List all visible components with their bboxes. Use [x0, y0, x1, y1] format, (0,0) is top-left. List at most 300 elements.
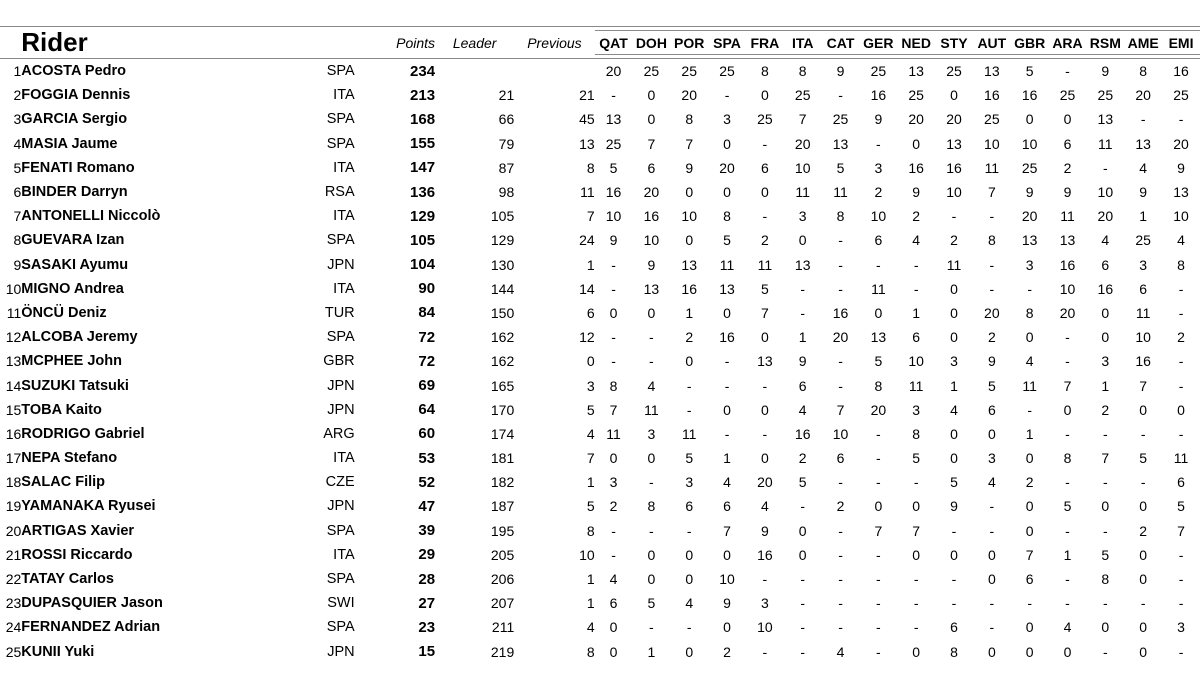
- gap-to-leader: 211: [491, 619, 515, 636]
- race-result-gbr: 0: [1025, 522, 1034, 539]
- race-result-por: 20: [681, 87, 697, 104]
- rider-position: 6: [13, 184, 22, 201]
- race-result-fra: 0: [760, 87, 769, 104]
- race-header-ame: AME: [1127, 34, 1159, 51]
- race-result-rsm: 0: [1101, 619, 1110, 636]
- race-result-ita: 9: [798, 353, 807, 370]
- race-result-ita: 0: [798, 232, 807, 249]
- rider-points: 136: [410, 183, 436, 201]
- race-result-doh: 1: [647, 643, 656, 660]
- race-result-emi: 20: [1173, 135, 1189, 152]
- race-result-sty: 6: [950, 619, 958, 636]
- rider-points: 147: [410, 159, 436, 177]
- race-result-cat: -: [838, 377, 843, 394]
- race-result-rsm: 25: [1097, 87, 1114, 104]
- race-result-cat: -: [838, 522, 843, 539]
- race-header-gbr: GBR: [1014, 34, 1046, 51]
- rider-nation: ARG: [323, 425, 355, 442]
- race-header-ita: ITA: [791, 34, 814, 51]
- race-result-por: 2: [685, 329, 694, 346]
- race-result-doh: 11: [644, 401, 659, 418]
- race-results: [595, 204, 1200, 228]
- race-results: [595, 349, 1200, 373]
- race-result-spa: -: [724, 87, 730, 104]
- race-result-sty: 3: [950, 353, 958, 370]
- gap-to-previous: 24: [579, 232, 595, 249]
- rider-position: 13: [5, 353, 22, 370]
- gap-to-previous: 1: [586, 256, 595, 273]
- gap-to-previous: 8: [586, 159, 595, 176]
- race-results: [595, 422, 1200, 446]
- race-result-qat: -: [611, 546, 616, 563]
- race-result-qat: -: [611, 329, 616, 346]
- race-result-doh: 25: [643, 63, 660, 80]
- gap-to-previous: 3: [586, 377, 595, 394]
- race-result-qat: 0: [609, 304, 618, 321]
- race-result-ara: 0: [1063, 401, 1072, 418]
- rider-position: 24: [5, 619, 22, 636]
- race-result-aut: -: [989, 208, 995, 225]
- race-result-aut: 7: [987, 184, 996, 201]
- race-header-qat: QAT: [599, 34, 628, 51]
- race-result-cat: -: [838, 595, 843, 612]
- race-result-ita: 20: [794, 135, 811, 152]
- gap-to-leader: 165: [490, 377, 515, 394]
- race-result-ame: 3: [1139, 256, 1148, 273]
- table-row: [0, 180, 1200, 204]
- gap-to-previous: 11: [580, 184, 595, 201]
- race-result-ame: 0: [1139, 643, 1148, 660]
- race-result-gbr: 13: [1021, 232, 1038, 249]
- race-result-cat: 8: [836, 208, 845, 225]
- race-result-ned: -: [913, 619, 919, 636]
- race-result-por: -: [686, 377, 692, 394]
- race-result-gbr: 9: [1025, 184, 1034, 201]
- race-result-cat: -: [838, 474, 843, 491]
- race-result-ita: -: [800, 498, 806, 515]
- standings-body: [0, 59, 1200, 664]
- race-result-qat: 3: [609, 474, 618, 491]
- race-result-sty: 11: [946, 256, 962, 273]
- race-result-cat: -: [838, 353, 843, 370]
- race-result-emi: -: [1178, 377, 1184, 394]
- race-result-ita: 2: [798, 450, 807, 467]
- race-result-emi: -: [1178, 280, 1184, 297]
- race-result-fra: 0: [760, 329, 769, 346]
- rider-nation: JPN: [327, 643, 355, 660]
- race-result-aut: 13: [984, 63, 1000, 80]
- race-result-sty: 0: [950, 546, 958, 563]
- table-row: [0, 204, 1200, 228]
- race-result-emi: 10: [1173, 208, 1189, 225]
- race-result-ita: 1: [798, 329, 807, 346]
- rider-points: 84: [418, 304, 436, 322]
- race-result-spa: 16: [719, 329, 735, 346]
- race-result-aut: 5: [987, 377, 996, 394]
- race-result-qat: 25: [605, 135, 622, 152]
- race-result-gbr: 10: [1021, 135, 1038, 152]
- race-result-ger: -: [876, 546, 881, 563]
- race-result-sty: -: [951, 208, 957, 225]
- race-result-ara: 11: [1060, 208, 1075, 225]
- rider-nation: JPN: [327, 401, 355, 418]
- race-result-sty: 0: [950, 280, 958, 297]
- race-result-ger: 16: [870, 87, 887, 104]
- race-result-emi: 25: [1173, 87, 1189, 104]
- rider-nation: RSA: [324, 184, 355, 201]
- race-result-sty: 25: [946, 63, 962, 80]
- rider-name: BINDER Darryn: [21, 184, 128, 201]
- gap-to-previous: 5: [586, 401, 595, 418]
- race-result-spa: 0: [723, 401, 731, 418]
- race-result-qat: 4: [609, 571, 618, 588]
- rider-position: 11: [6, 304, 22, 321]
- table-row: [0, 446, 1200, 470]
- rider-position: 7: [13, 208, 22, 225]
- race-result-doh: 3: [647, 425, 656, 442]
- table-row: [0, 591, 1200, 615]
- race-result-cat: -: [838, 87, 843, 104]
- race-result-rsm: 10: [1097, 184, 1114, 201]
- race-result-ara: 13: [1059, 232, 1076, 249]
- rider-nation: SPA: [326, 135, 355, 152]
- race-result-spa: 1: [723, 450, 731, 467]
- rider-position: 12: [5, 329, 22, 346]
- gap-to-leader: 206: [490, 571, 515, 588]
- race-result-ger: 7: [874, 522, 883, 539]
- race-header-aut: AUT: [977, 34, 1007, 51]
- gap-to-previous: 10: [579, 546, 595, 563]
- rider-name: DUPASQUIER Jason: [21, 595, 163, 612]
- race-result-ita: -: [800, 619, 806, 636]
- race-result-gbr: 0: [1025, 619, 1034, 636]
- race-result-cat: -: [838, 232, 843, 249]
- race-result-rsm: 0: [1101, 304, 1110, 321]
- race-result-ger: -: [876, 425, 881, 442]
- gap-to-previous: 5: [586, 498, 595, 515]
- race-result-ame: 8: [1139, 63, 1148, 80]
- race-result-ger: 25: [870, 63, 887, 80]
- race-result-doh: 8: [647, 498, 656, 515]
- standings-table: [0, 26, 1200, 664]
- race-result-gbr: 25: [1021, 159, 1038, 176]
- gap-to-leader: 219: [490, 643, 515, 660]
- race-result-qat: 0: [609, 450, 618, 467]
- rider-name: FENATI Romano: [21, 159, 135, 176]
- race-result-emi: 11: [1173, 450, 1189, 467]
- race-result-fra: 11: [757, 256, 773, 273]
- race-result-ger: -: [876, 135, 881, 152]
- race-result-doh: -: [649, 619, 654, 636]
- race-result-gbr: 0: [1025, 111, 1034, 128]
- table-row: [0, 567, 1200, 591]
- race-result-ger: 13: [870, 329, 887, 346]
- race-result-ara: -: [1065, 425, 1070, 442]
- race-result-cat: 5: [836, 159, 845, 176]
- race-result-qat: 5: [609, 159, 618, 176]
- race-result-ara: 2: [1063, 159, 1072, 176]
- rider-position: 2: [13, 87, 22, 104]
- race-result-por: 6: [685, 498, 694, 515]
- race-results: [595, 253, 1200, 277]
- race-result-qat: 0: [609, 619, 618, 636]
- race-result-ned: 2: [912, 208, 921, 225]
- race-result-spa: 0: [723, 546, 731, 563]
- race-header-ara: ARA: [1052, 34, 1083, 51]
- race-result-ame: 16: [1135, 353, 1151, 370]
- race-result-gbr: 7: [1025, 546, 1034, 563]
- rider-position: 10: [5, 280, 22, 297]
- race-result-cat: 7: [836, 401, 845, 418]
- race-result-fra: 20: [757, 474, 773, 491]
- race-result-ned: -: [913, 474, 919, 491]
- rider-points: 168: [410, 110, 436, 128]
- table-row: [0, 519, 1200, 543]
- race-result-spa: 13: [719, 280, 735, 297]
- race-result-ara: -: [1065, 353, 1070, 370]
- race-result-por: 10: [681, 208, 697, 225]
- race-result-doh: -: [649, 522, 654, 539]
- race-result-gbr: 0: [1025, 329, 1034, 346]
- race-result-cat: 10: [832, 425, 849, 442]
- race-result-gbr: 11: [1022, 377, 1037, 394]
- points-header: Points: [396, 34, 436, 51]
- gap-to-leader: 162: [490, 353, 515, 370]
- race-result-spa: -: [724, 425, 730, 442]
- race-results: [595, 373, 1200, 397]
- race-result-ger: 8: [874, 377, 883, 394]
- race-result-ned: 13: [908, 63, 924, 80]
- race-result-por: 4: [685, 595, 694, 612]
- race-result-sty: 0: [950, 450, 958, 467]
- race-result-ger: 10: [870, 208, 887, 225]
- race-result-aut: -: [989, 498, 995, 515]
- race-result-cat: -: [838, 619, 843, 636]
- race-result-sty: -: [951, 571, 957, 588]
- race-result-doh: -: [649, 329, 654, 346]
- race-result-spa: 25: [719, 63, 735, 80]
- rider-name: NEPA Stefano: [21, 450, 118, 467]
- gap-to-previous: 12: [579, 329, 595, 346]
- rider-position: 4: [13, 135, 22, 152]
- race-result-ned: 10: [908, 353, 924, 370]
- race-result-por: -: [686, 401, 692, 418]
- gap-to-previous: [514, 59, 594, 84]
- rider-points: 15: [418, 643, 436, 661]
- race-result-ger: -: [876, 619, 881, 636]
- rider-points: 213: [410, 86, 436, 104]
- table-row: [0, 59, 1200, 84]
- rider-nation: SPA: [326, 232, 355, 249]
- race-result-qat: 9: [609, 232, 618, 249]
- gap-to-previous: 1: [586, 474, 595, 491]
- race-result-por: 25: [681, 63, 697, 80]
- race-result-ame: 0: [1139, 401, 1148, 418]
- gap-to-leader: 79: [498, 135, 515, 152]
- rider-points: 28: [418, 570, 436, 588]
- race-result-aut: 6: [987, 401, 996, 418]
- race-result-ara: 10: [1059, 280, 1076, 297]
- race-results: [595, 615, 1200, 639]
- race-result-doh: 10: [643, 232, 660, 249]
- gap-to-leader: 87: [498, 159, 515, 176]
- race-results: [595, 398, 1200, 422]
- race-result-por: 11: [681, 425, 697, 442]
- race-result-ger: -: [876, 643, 881, 660]
- race-result-aut: 11: [984, 159, 1000, 176]
- race-result-spa: 8: [723, 208, 731, 225]
- rider-name: SUZUKI Tatsuki: [21, 377, 129, 394]
- race-result-doh: 13: [643, 280, 660, 297]
- rider-name: TATAY Carlos: [21, 571, 114, 588]
- race-result-qat: 8: [609, 377, 618, 394]
- race-results: [595, 470, 1200, 494]
- race-result-fra: -: [762, 377, 768, 394]
- race-results: [595, 301, 1200, 325]
- race-result-ara: -: [1065, 329, 1070, 346]
- race-result-ame: 20: [1135, 87, 1151, 104]
- race-result-aut: 0: [987, 643, 996, 660]
- race-result-aut: -: [989, 522, 995, 539]
- race-result-aut: -: [989, 595, 995, 612]
- table-row: [0, 83, 1200, 107]
- race-result-ita: 5: [798, 474, 807, 491]
- table-row: [0, 398, 1200, 422]
- race-results: [595, 640, 1200, 664]
- race-result-fra: 4: [760, 498, 769, 515]
- race-result-ger: 2: [874, 184, 883, 201]
- race-result-doh: 0: [647, 571, 656, 588]
- race-result-por: 16: [681, 280, 697, 297]
- rider-nation: SWI: [327, 595, 355, 612]
- table-row: [0, 277, 1200, 301]
- race-result-ita: 3: [798, 208, 807, 225]
- race-result-qat: -: [611, 87, 616, 104]
- race-header-por: POR: [674, 34, 705, 51]
- race-result-qat: 0: [609, 643, 618, 660]
- race-header-spa: SPA: [713, 34, 741, 51]
- rider-name: KUNII Yuki: [21, 643, 95, 660]
- gap-to-leader: 174: [490, 425, 515, 442]
- race-result-fra: -: [762, 208, 768, 225]
- race-result-sty: 16: [946, 159, 962, 176]
- rider-points: 60: [418, 425, 436, 443]
- race-result-ame: 4: [1139, 159, 1148, 176]
- race-results: [595, 180, 1200, 204]
- race-result-doh: 20: [643, 184, 660, 201]
- race-result-aut: 2: [987, 329, 996, 346]
- race-result-cat: 13: [832, 135, 849, 152]
- race-result-ame: -: [1140, 474, 1146, 491]
- race-results: [595, 325, 1200, 349]
- race-result-ara: 9: [1063, 184, 1072, 201]
- race-result-spa: 3: [723, 111, 731, 128]
- race-result-doh: 0: [647, 450, 656, 467]
- race-result-por: 5: [685, 450, 694, 467]
- race-result-ame: 10: [1135, 329, 1151, 346]
- rider-points: 27: [418, 594, 436, 612]
- race-result-emi: -: [1178, 595, 1184, 612]
- race-result-qat: -: [611, 522, 616, 539]
- rider-points: 47: [418, 497, 436, 515]
- race-result-spa: 0: [723, 304, 731, 321]
- rider-name: SALAC Filip: [21, 474, 106, 491]
- race-result-cat: 11: [833, 184, 848, 201]
- rider-name: MASIA Jaume: [21, 135, 118, 152]
- race-result-gbr: 0: [1025, 643, 1034, 660]
- race-result-por: 8: [685, 111, 694, 128]
- rider-points: 104: [410, 256, 436, 274]
- race-result-ger: 9: [874, 111, 883, 128]
- race-result-spa: 5: [723, 232, 731, 249]
- race-result-rsm: 9: [1101, 63, 1110, 80]
- race-result-fra: 16: [757, 546, 773, 563]
- gap-to-leader: 129: [490, 232, 515, 249]
- rider-nation: ITA: [333, 208, 355, 225]
- race-result-gbr: 1: [1025, 425, 1034, 442]
- race-result-ita: 0: [798, 546, 807, 563]
- race-result-ara: 0: [1063, 643, 1072, 660]
- race-result-ned: 3: [912, 401, 921, 418]
- race-result-rsm: 8: [1101, 571, 1110, 588]
- race-result-qat: 13: [605, 111, 622, 128]
- race-result-por: -: [686, 522, 692, 539]
- race-results: [595, 228, 1200, 252]
- gap-to-previous: 0: [586, 353, 595, 370]
- rider-points: 234: [410, 62, 436, 80]
- race-result-ara: 5: [1063, 498, 1072, 515]
- race-result-por: 3: [685, 474, 694, 491]
- race-results: [595, 567, 1200, 591]
- race-result-gbr: 16: [1021, 87, 1038, 104]
- rider-name: GARCIA Sergio: [21, 111, 128, 128]
- gap-to-leader: 105: [490, 208, 515, 225]
- rider-nation: ITA: [333, 159, 355, 176]
- rider-nation: SPA: [326, 619, 355, 636]
- table-row: [0, 107, 1200, 131]
- race-result-ita: 11: [795, 184, 810, 201]
- table-row: [0, 301, 1200, 325]
- race-result-rsm: 2: [1101, 401, 1110, 418]
- race-result-emi: 0: [1177, 401, 1185, 418]
- race-result-aut: 16: [984, 87, 1000, 104]
- race-result-ger: -: [876, 450, 881, 467]
- race-result-por: 13: [681, 256, 697, 273]
- rider-name: ANTONELLI Niccolò: [21, 208, 161, 225]
- rider-nation: JPN: [327, 256, 355, 273]
- race-result-ame: 0: [1139, 619, 1148, 636]
- race-result-fra: 6: [760, 159, 769, 176]
- rider-position: 1: [13, 63, 22, 80]
- rider-position: 8: [13, 232, 22, 249]
- race-result-doh: 0: [647, 304, 656, 321]
- race-result-doh: 5: [647, 595, 656, 612]
- race-result-ita: -: [800, 571, 806, 588]
- rider-name: GUEVARA Izan: [21, 232, 125, 249]
- race-header-sty: STY: [940, 34, 968, 51]
- gap-to-previous: 13: [579, 135, 595, 152]
- previous-header: Previous: [527, 34, 582, 51]
- race-result-qat: 11: [606, 425, 621, 442]
- rider-name: ALCOBA Jeremy: [21, 329, 138, 346]
- rider-nation: CZE: [325, 474, 355, 491]
- rider-points: 72: [418, 352, 436, 370]
- race-result-doh: -: [649, 474, 654, 491]
- race-result-rsm: -: [1102, 474, 1108, 491]
- race-result-ame: 2: [1139, 522, 1148, 539]
- gap-to-previous: 4: [586, 425, 595, 442]
- race-result-emi: 8: [1177, 256, 1185, 273]
